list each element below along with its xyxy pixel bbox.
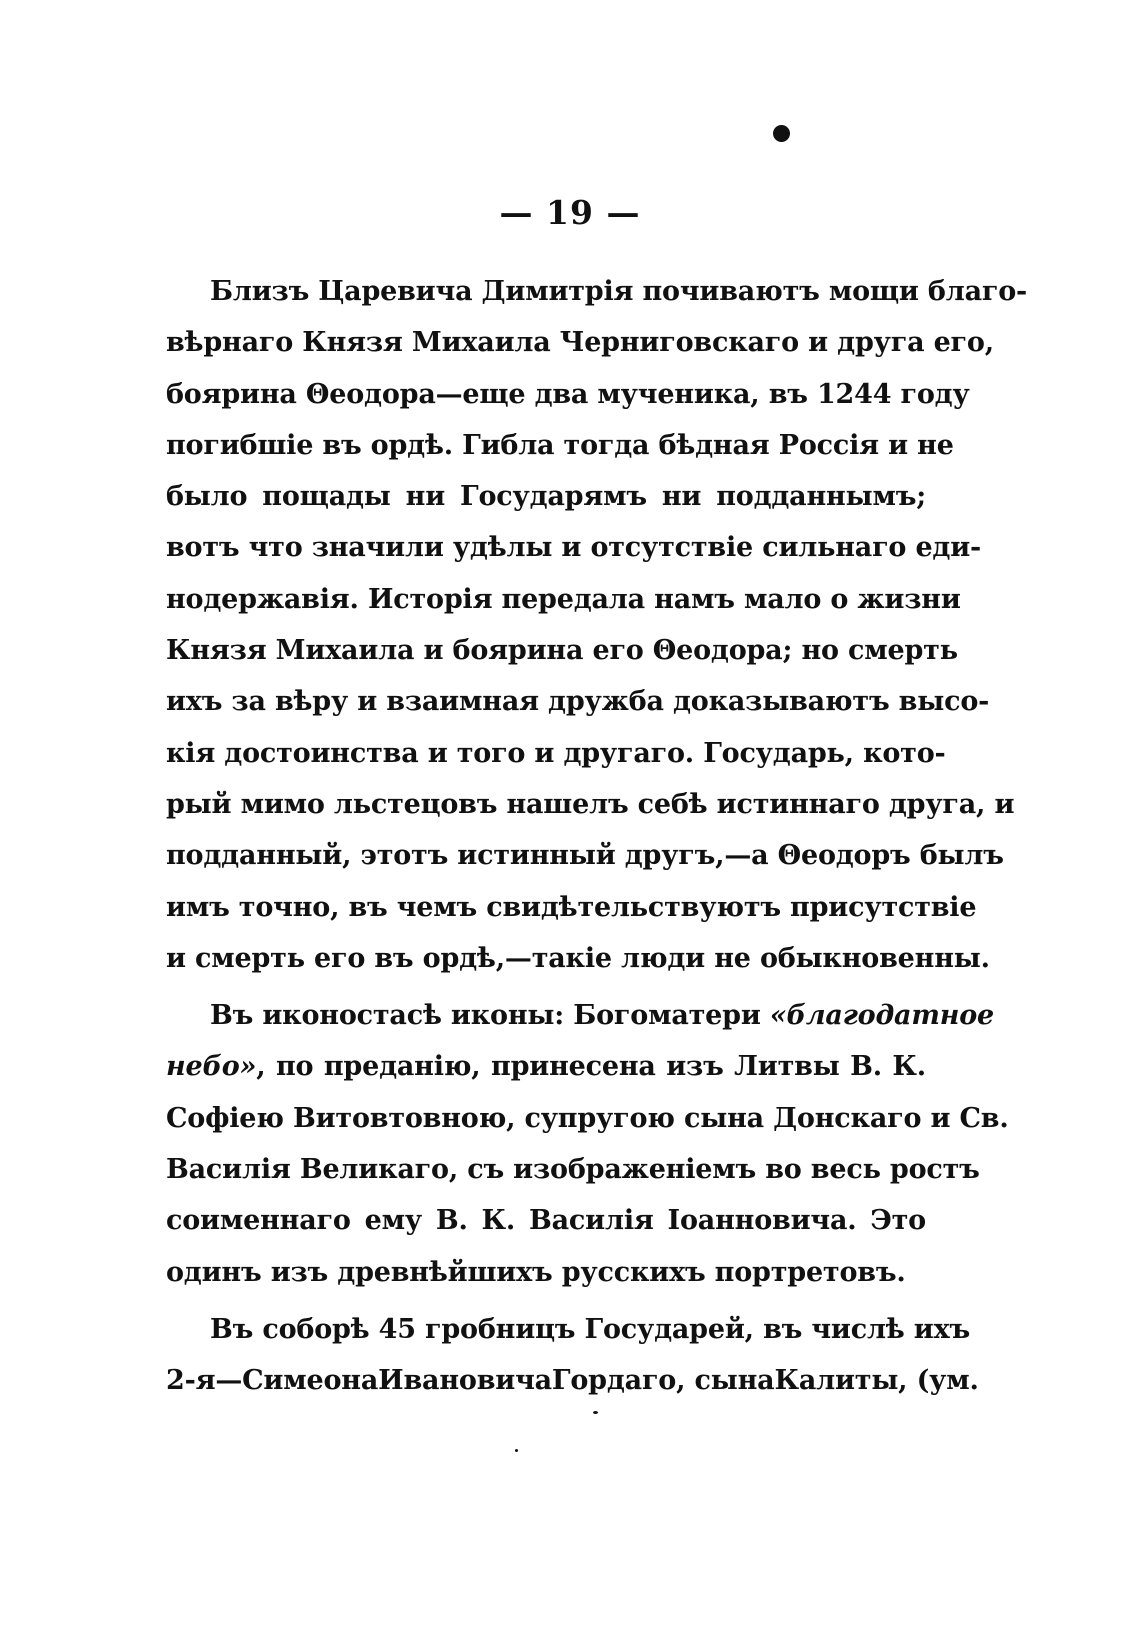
page-number: — 19 — xyxy=(499,193,641,232)
ink-speck-bottom-2 xyxy=(515,1449,518,1452)
text-run: , по преданію, принесена изъ Литвы В. К. xyxy=(256,1051,926,1083)
text-line: погибшіе въ ордѣ. Гибла тогда бѣдная Россія и не xyxy=(166,429,954,461)
text-line: одинъ изъ древнѣйшихъ русскихъ портретовъ. xyxy=(166,1256,906,1288)
text-line xyxy=(166,990,994,1041)
text-line: ихъ за вѣру и взаимная дружба доказываютъ высо- xyxy=(166,686,990,718)
text-line xyxy=(166,1041,926,1092)
text-line: боярина Θеодора—еще два мученика, въ 1244 году xyxy=(166,378,970,410)
text-line: вотъ что значили удѣлы и отсутствіе сильнаго еди- xyxy=(166,532,982,564)
body-text xyxy=(166,266,1028,1407)
paragraph-3 xyxy=(166,1304,979,1407)
text-line: и смерть его въ ордѣ,—такіе люди не обыкновенны. xyxy=(166,942,990,974)
text-line: рый мимо льстецовъ нашелъ себѣ истиннаго друга, и xyxy=(166,788,1015,820)
ink-speck-bottom-1 xyxy=(593,1411,598,1414)
ink-blot-top xyxy=(773,125,790,142)
text-line: соименнаго ему В. К. Василія Іоанновича. Это xyxy=(166,1205,926,1237)
text-line: Въ соборѣ 45 гробницъ Государей, въ числѣ ихъ xyxy=(210,1313,971,1345)
icon-title-italic: «благодатное xyxy=(769,1000,994,1032)
text-line: Софіею Витовтовною, супругою сына Донскаго и Св. xyxy=(166,1102,1009,1134)
paragraph-2 xyxy=(166,990,1009,1298)
text-line: Близъ Царевича Димитрія почиваютъ мощи благо- xyxy=(210,276,1028,307)
icon-title-italic: небо» xyxy=(166,1051,257,1083)
text-line: было пощады ни Государямъ ни подданнымъ; xyxy=(166,481,926,513)
text-line: 2-я—СимеонаИвановичаГордаго, сынаКалиты, (ум. xyxy=(166,1365,979,1397)
text-line: кія достоинства и того и другаго. Государь, кото- xyxy=(166,737,946,769)
paragraph-1 xyxy=(166,266,1028,984)
text-run: Въ иконостасѣ иконы: Богоматери xyxy=(210,1000,770,1032)
text-line: Князя Михаила и боярина его Θеодора; но смерть xyxy=(166,635,958,667)
text-line: нодержавія. Исторія передала намъ мало о жизни xyxy=(166,583,961,615)
text-line: имъ точно, въ чемъ свидѣтельствуютъ присутствіе xyxy=(166,891,977,923)
text-line: подданный, этотъ истинный другъ,—а Θеодоръ былъ xyxy=(166,840,1004,872)
text-line: Василія Великаго, съ изображеніемъ во весь ростъ xyxy=(166,1154,980,1186)
text-line: вѣрнаго Князя Михаила Черниговскаго и друга его, xyxy=(166,327,994,359)
